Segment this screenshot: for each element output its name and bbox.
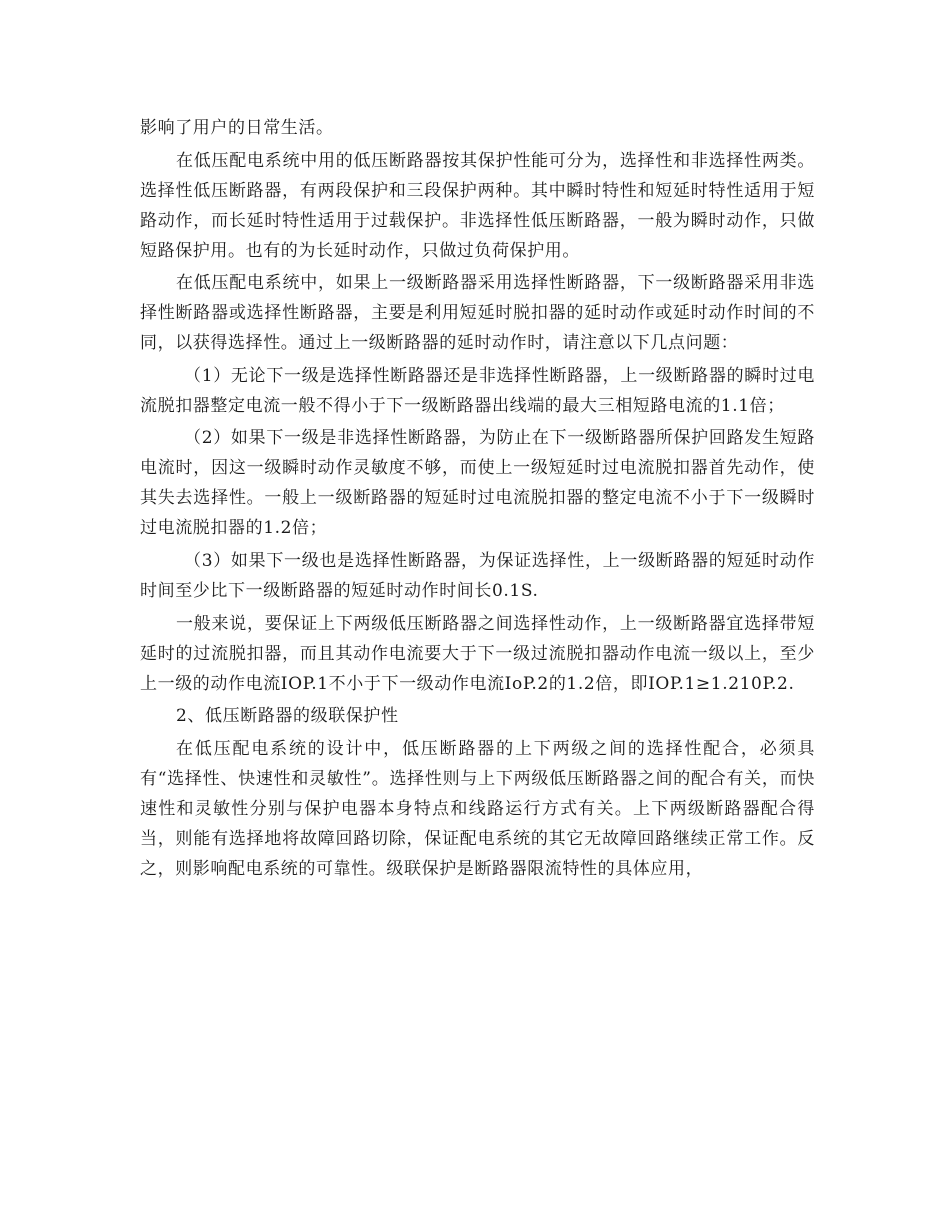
- list-item: （1）无论下一级是选择性断路器还是非选择性断路器，上一级断路器的瞬时过电流脱扣器整定电流一般不得小于下一级断路器出线端的最大三相短路电流的1.1倍；: [140, 365, 815, 416]
- paragraph: 在低压配电系统的设计中，低压断路器的上下两级之间的选择性配合，必须具有“选择性、快速性和灵敏性”。选择性则与上下两级低压断路器之间的配合有关，而快速性和灵敏性分别与保护电器本身特点和线路运行方式有关。上下两级断路器配合得当，则能有选择地将故障回路切除，保证配电系统的其它无故障回路继续正常工作。反之，则影响配电系统的可靠性。级联保护是断路器限流特性的具体应用，: [140, 738, 815, 879]
- document-body: [140, 113, 815, 886]
- paragraph: 在低压配电系统中用的低压断路器按其保护性能可分为，选择性和非选择性两类。选择性低压断路器，有两段保护和三段保护两种。其中瞬时特性和短延时特性适用于短路动作，而长延时特性适用于过载保护。非选择性低压断路器，一般为瞬时动作，只做短路保护用。也有的为长延时动作，只做过负荷保护用。: [140, 150, 815, 261]
- list-item: （3）如果下一级也是选择性断路器，为保证选择性，上一级断路器的短延时动作时间至少比下一级断路器的短延时动作时间长0.1S.: [140, 550, 815, 601]
- list-item: （2）如果下一级是非选择性断路器，为防止在下一级断路器所保护回路发生短路电流时，因这一级瞬时动作灵敏度不够，而使上一级短延时过电流脱扣器首先动作，使其失去选择性。一般上一级断路器的短延时过电流脱扣器的整定电流不小于下一级瞬时过电流脱扣器的1.2倍；: [140, 428, 815, 539]
- paragraph: 在低压配电系统中，如果上一级断路器采用选择性断路器，下一级断路器采用非选择性断路器或选择性断路器，主要是利用短延时脱扣器的延时动作或延时动作时间的不同，以获得选择性。通过上一级断路器的延时动作时，请注意以下几点问题：: [140, 273, 815, 354]
- paragraph: 影响了用户的日常生活。: [140, 118, 334, 138]
- section-heading: 2、低压断路器的级联保护性: [176, 706, 399, 727]
- paragraph: 一般来说，要保证上下两级低压断路器之间选择性动作，上一级断路器宜选择带短延时的过流脱扣器，而且其动作电流要大于下一级过流脱扣器动作电流一级以上，至少上一级的动作电流IOP.1不小于下一级动作电流IoP.2的1.2倍，即IOP.1≥1.210P.2.: [140, 613, 815, 694]
